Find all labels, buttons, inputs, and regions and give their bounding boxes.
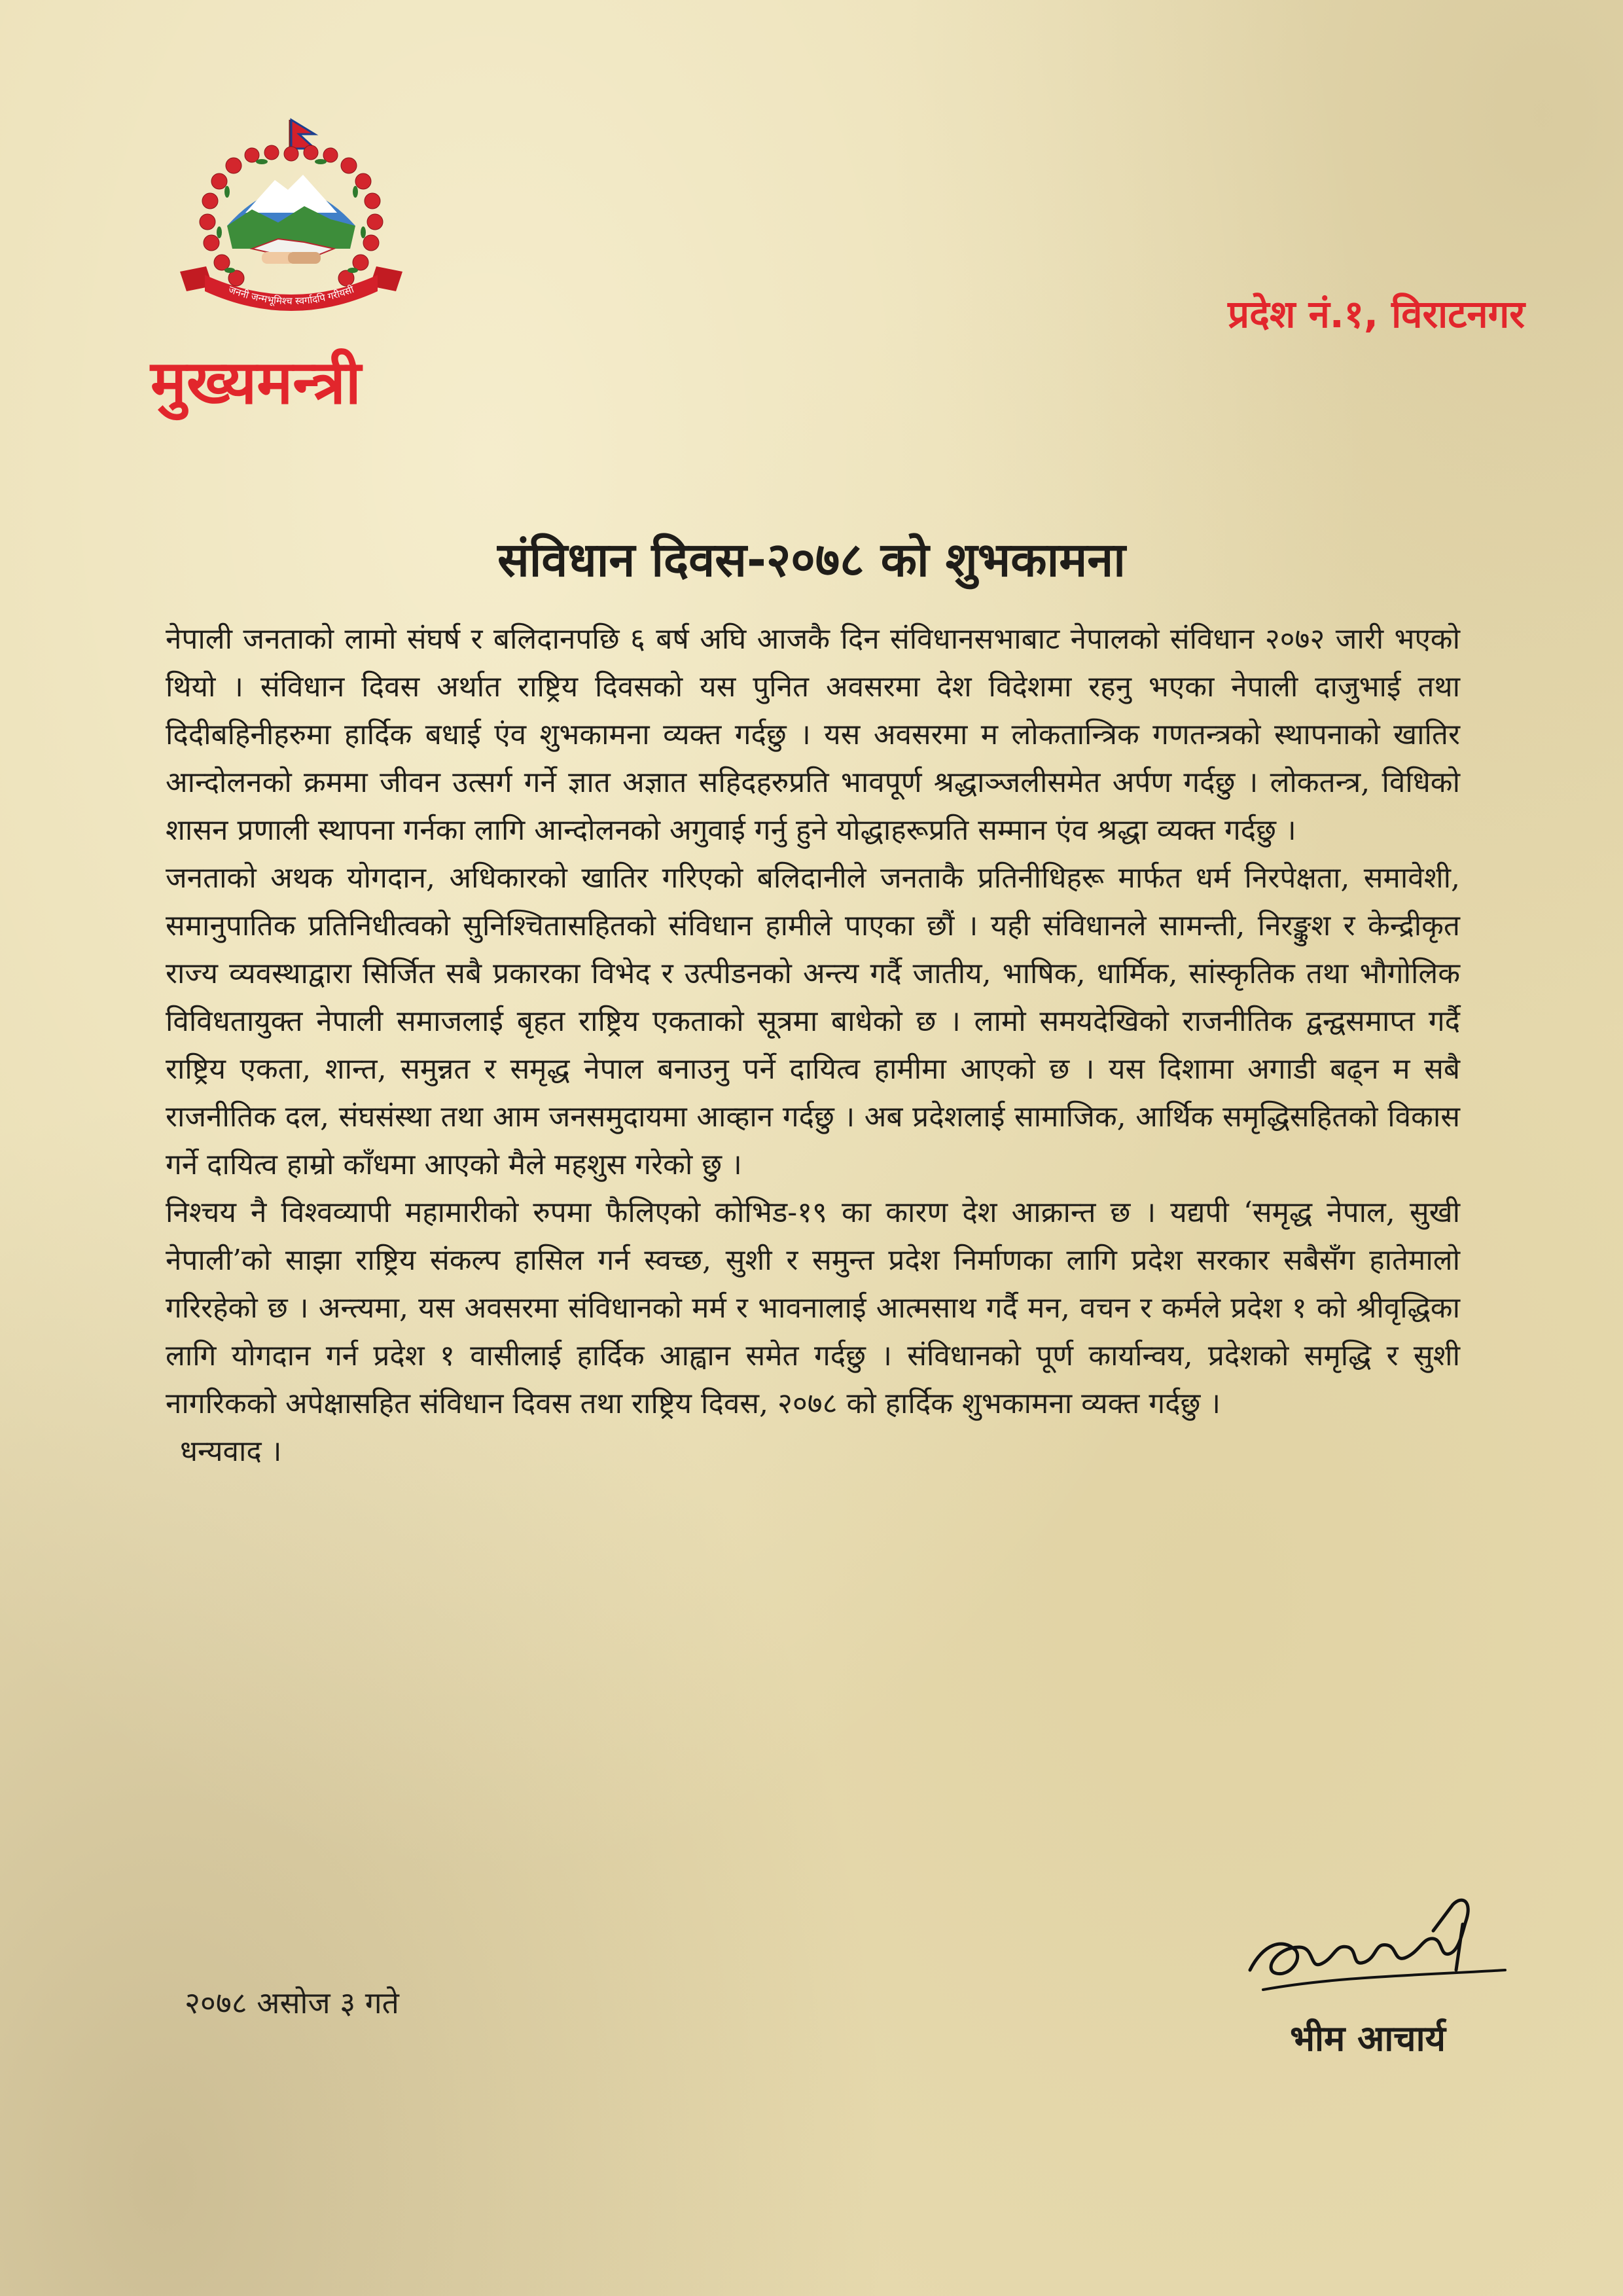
signer-name: भीम आचार्य <box>1290 2018 1446 2059</box>
motto-ribbon <box>180 266 402 311</box>
handshake-icon <box>262 252 321 264</box>
closing-thanks: धन्यवाद । <box>180 1435 282 1468</box>
letter-date: २०७८ असोज ३ गते <box>185 1985 399 2020</box>
paragraph-2: जनताको अथक योगदान, अधिकारको खातिर गरिएको बलिदानीले जनताकै प्रतिनीधिहरू मार्फत धर्म निरपेक्षता, समावेशी, समानुपातिक प्रतिनिधीत्वको सुनिश्चितासहितको संविधान हामीले पाएका छौं । यही संविधानले सामन्ती, निरङ्कुश र केन्द्रीकृत राज्य व्यवस्थाद्वारा सिर्जित सबै प्रकारका विभेद र उत्पीडनको अन्त्य गर्दै जातीय, भाषिक, धार्मिक, सांस्कृतिक तथा भौगोलिक विविधतायुक्त नेपाली समाजलाई बृहत राष्ट्रिय एकताको सूत्रमा बाधेको छ । लामो समयदेखिको राजनीतिक द्वन्द्वसमाप्त गर्दै राष्ट्रिय एकता, शान्त, समुन्नत र समृद्ध नेपाल बनाउनु पर्ने दायित्व हामीमा आएको छ । यस दिशामा अगाडी बढ्न म सबै राजनीतिक दल, संघसंस्था तथा आम जनसमुदायमा आव्हान गर्दछु । अब प्रदेशलाई सामाजिक, आर्थिक समृद्धिसहितको विकास गर्ने दायित्व हाम्रो काँधमा आएको मैले महशुस गरेको छु । <box>166 861 1460 1181</box>
province-line: प्रदेश नं.१, विराटनगर <box>1228 292 1525 336</box>
signature-icon <box>1237 1885 1538 2016</box>
letter-body <box>166 615 1460 1475</box>
paragraph-1: नेपाली जनताको लामो संघर्ष र बलिदानपछि ६ बर्ष अघि आजकै दिन संविधानसभाबाट नेपालको संविधान २०७२ जारी भएको थियो । संविधान दिवस अर्थात राष्ट्रिय दिवसको यस पुनित अवसरमा देश विदेशमा रहनु भएका नेपाली दाजुभाई तथा दिदीबहिनीहरुमा हार्दिक बधाई एंव शुभकामना व्यक्त गर्दछु । यस अवसरमा म लोकतान्त्रिक गणतन्त्रको स्थापनाको खातिर आन्दोलनको क्रममा जीवन उत्सर्ग गर्ने ज्ञात अज्ञात सहिदहरुप्रति भावपूर्ण श्रद्धाञ्जलीसमेत अर्पण गर्दछु । लोकतन्त्र, विधिको शासन प्रणाली स्थापना गर्नका लागि आन्दोलनको अगुवाई गर्नु हुने योद्धाहरूप्रति सम्मान एंव श्रद्धा व्यक्त गर्दछु । <box>166 622 1460 847</box>
nepal-emblem-icon <box>154 115 429 344</box>
mountain-icon <box>227 175 355 249</box>
letter-title: संविधान दिवस-२०७८ को शुभकामना <box>497 532 1126 587</box>
emblem-motto: जननी जन्मभूमिश्च स्वर्गादपि गरीयसी <box>226 283 356 308</box>
office-title: मुख्यमन्त्री <box>151 348 361 418</box>
paragraph-3: निश्चय नै विश्वव्यापी महामारीको रुपमा फैलिएको कोभिड-१९ का कारण देश आक्रान्त छ । यद्यपी ‘समृद्ध नेपाल, सुखी नेपाली’को साझा राष्ट्रिय संकल्प हासिल गर्न स्वच्छ, सुशी र समुन्त प्रदेश निर्माणका लागि प्रदेश सरकार सबैसँग हातेमालो गरिरहेको छ । अन्त्यमा, यस अवसरमा संविधानको मर्म र भावनालाई आत्मसाथ गर्दै मन, वचन र कर्मले प्रदेश १ को श्रीवृद्धिका लागि योगदान गर्न प्रदेश १ वासीलाई हार्दिक आह्वान समेत गर्दछु । संविधानको पूर्ण कार्यान्वय, प्रदेशको समृद्धि र सुशी नागरिकको अपेक्षासहित संविधान दिवस तथा राष्ट्रिय दिवस, २०७८ को हार्दिक शुभकामना व्यक्त गर्दछु । <box>166 1196 1460 1420</box>
